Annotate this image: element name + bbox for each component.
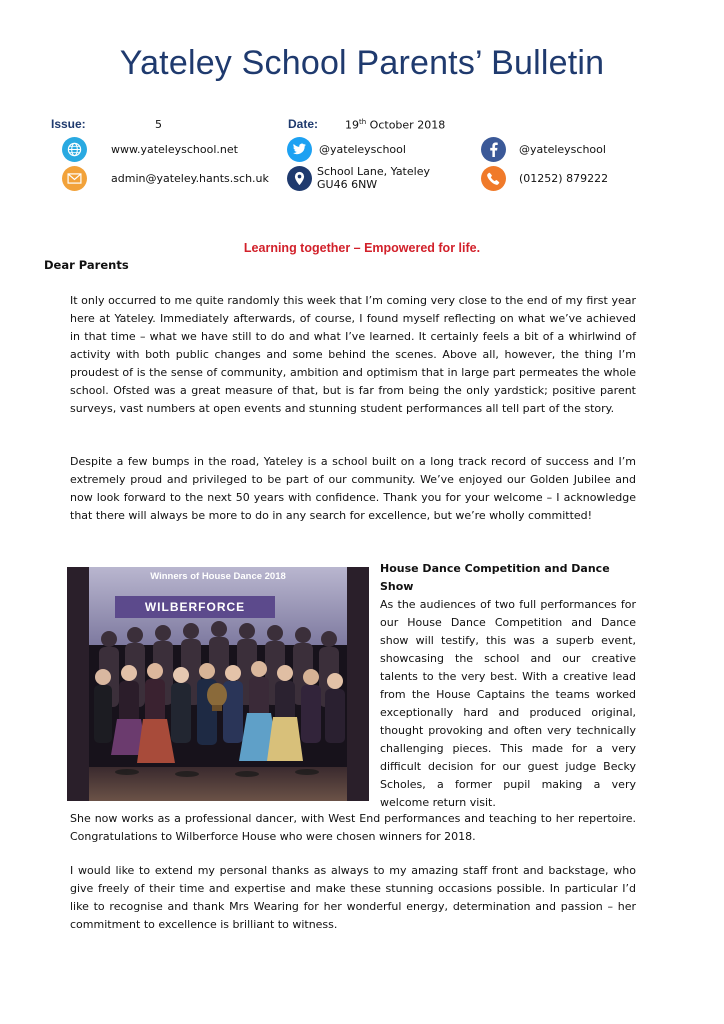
phone-icon [481,166,506,191]
facebook-handle[interactable]: @yateleyschool [519,143,606,156]
date-label: Date: [288,117,319,131]
website-link[interactable]: www.yateleyschool.net [111,143,238,156]
facebook-icon [481,137,506,162]
address-line-1: School Lane, Yateley [317,165,430,178]
bulletin-title: Yateley School Parents’ Bulletin [119,44,605,82]
globe-icon [62,137,87,162]
paragraph-thanks: I would like to extend my personal thanks as always to my amazing staff front and backstage, who give freely of their time and expertise and make these stunning occasions possible. In particular I’d like to recognise and thank Mrs Wearing for her wonderful energy, determination and passion – her commitment to excellence is brilliant to witness. [70,864,636,931]
school-motto: Learning together – Empowered for life. [243,241,481,255]
phone-number[interactable]: (01252) 879222 [519,172,609,185]
dance-heading: House Dance Competition and Dance Show [380,562,610,593]
twitter-handle[interactable]: @yateleyschool [319,143,406,156]
issue-label: Issue: [51,117,86,131]
email-icon [62,166,87,191]
paragraph-community: Despite a few bumps in the road, Yateley is a school built on a long track record of success and I’m extremely proud and privileged to be part of our community. We’ve enjoyed our Golden Jubilee and now look forward to the next 50 years with confidence. Thank you for your welcome – I acknowledge that there will always be more to do in any search for excellence, but we’re wholly committed! [70,455,636,522]
location-pin-icon [287,166,312,191]
photo-banner: WILBERFORCE [144,600,246,614]
dance-paragraph: As the audiences of two full performances for our House Dance Competition and Dance show will testify, this was a superb event, showcasing the school and our creative talents to the very best. With a creative lead from the House Captains the teams worked exceptionally hard and produced original, thought provoking and often very technically challenging pieces. This made for a very difficult decision for our guest judge Becky Scholes, a former pupil making a very welcome return visit. [380,598,636,809]
email-link[interactable]: admin@yateley.hants.sch.uk [111,172,269,185]
twitter-icon [287,137,312,162]
date-value: 19th October 2018 [345,118,446,132]
school-address [317,165,430,191]
dance-paragraph-continued: She now works as a professional dancer, with West End performances and teaching to her repertoire. Congratulations to Wilberforce House who were chosen winners for 2018. [70,812,636,843]
address-line-2: GU46 6NW [317,178,378,191]
paragraph-reflection: It only occurred to me quite randomly this week that I’m coming very close to the end of my first year here at Yateley. Immediately afterwards, of course, I found myself reflecting on what we’ve achieved in that time – what we have still to do and what I’ve learned. It certainly feels a bit of a whirlwind of activity with both public changes and some behind the scenes. Above all, however, the thing I’m proudest of is the sense of community, ambition and optimism that in large part permeates the whole school. Ofsted was a great measure of that, but is far from being the only yardstick; positive parent surveys, vast numbers at open events and stunning student performances all tell part of the story. [70,294,636,415]
photo-screen-title: Winners of House Dance 2018 [150,571,286,582]
greeting: Dear Parents [44,258,129,272]
issue-value: 5 [155,118,162,131]
dance-winners-photo [67,567,369,801]
